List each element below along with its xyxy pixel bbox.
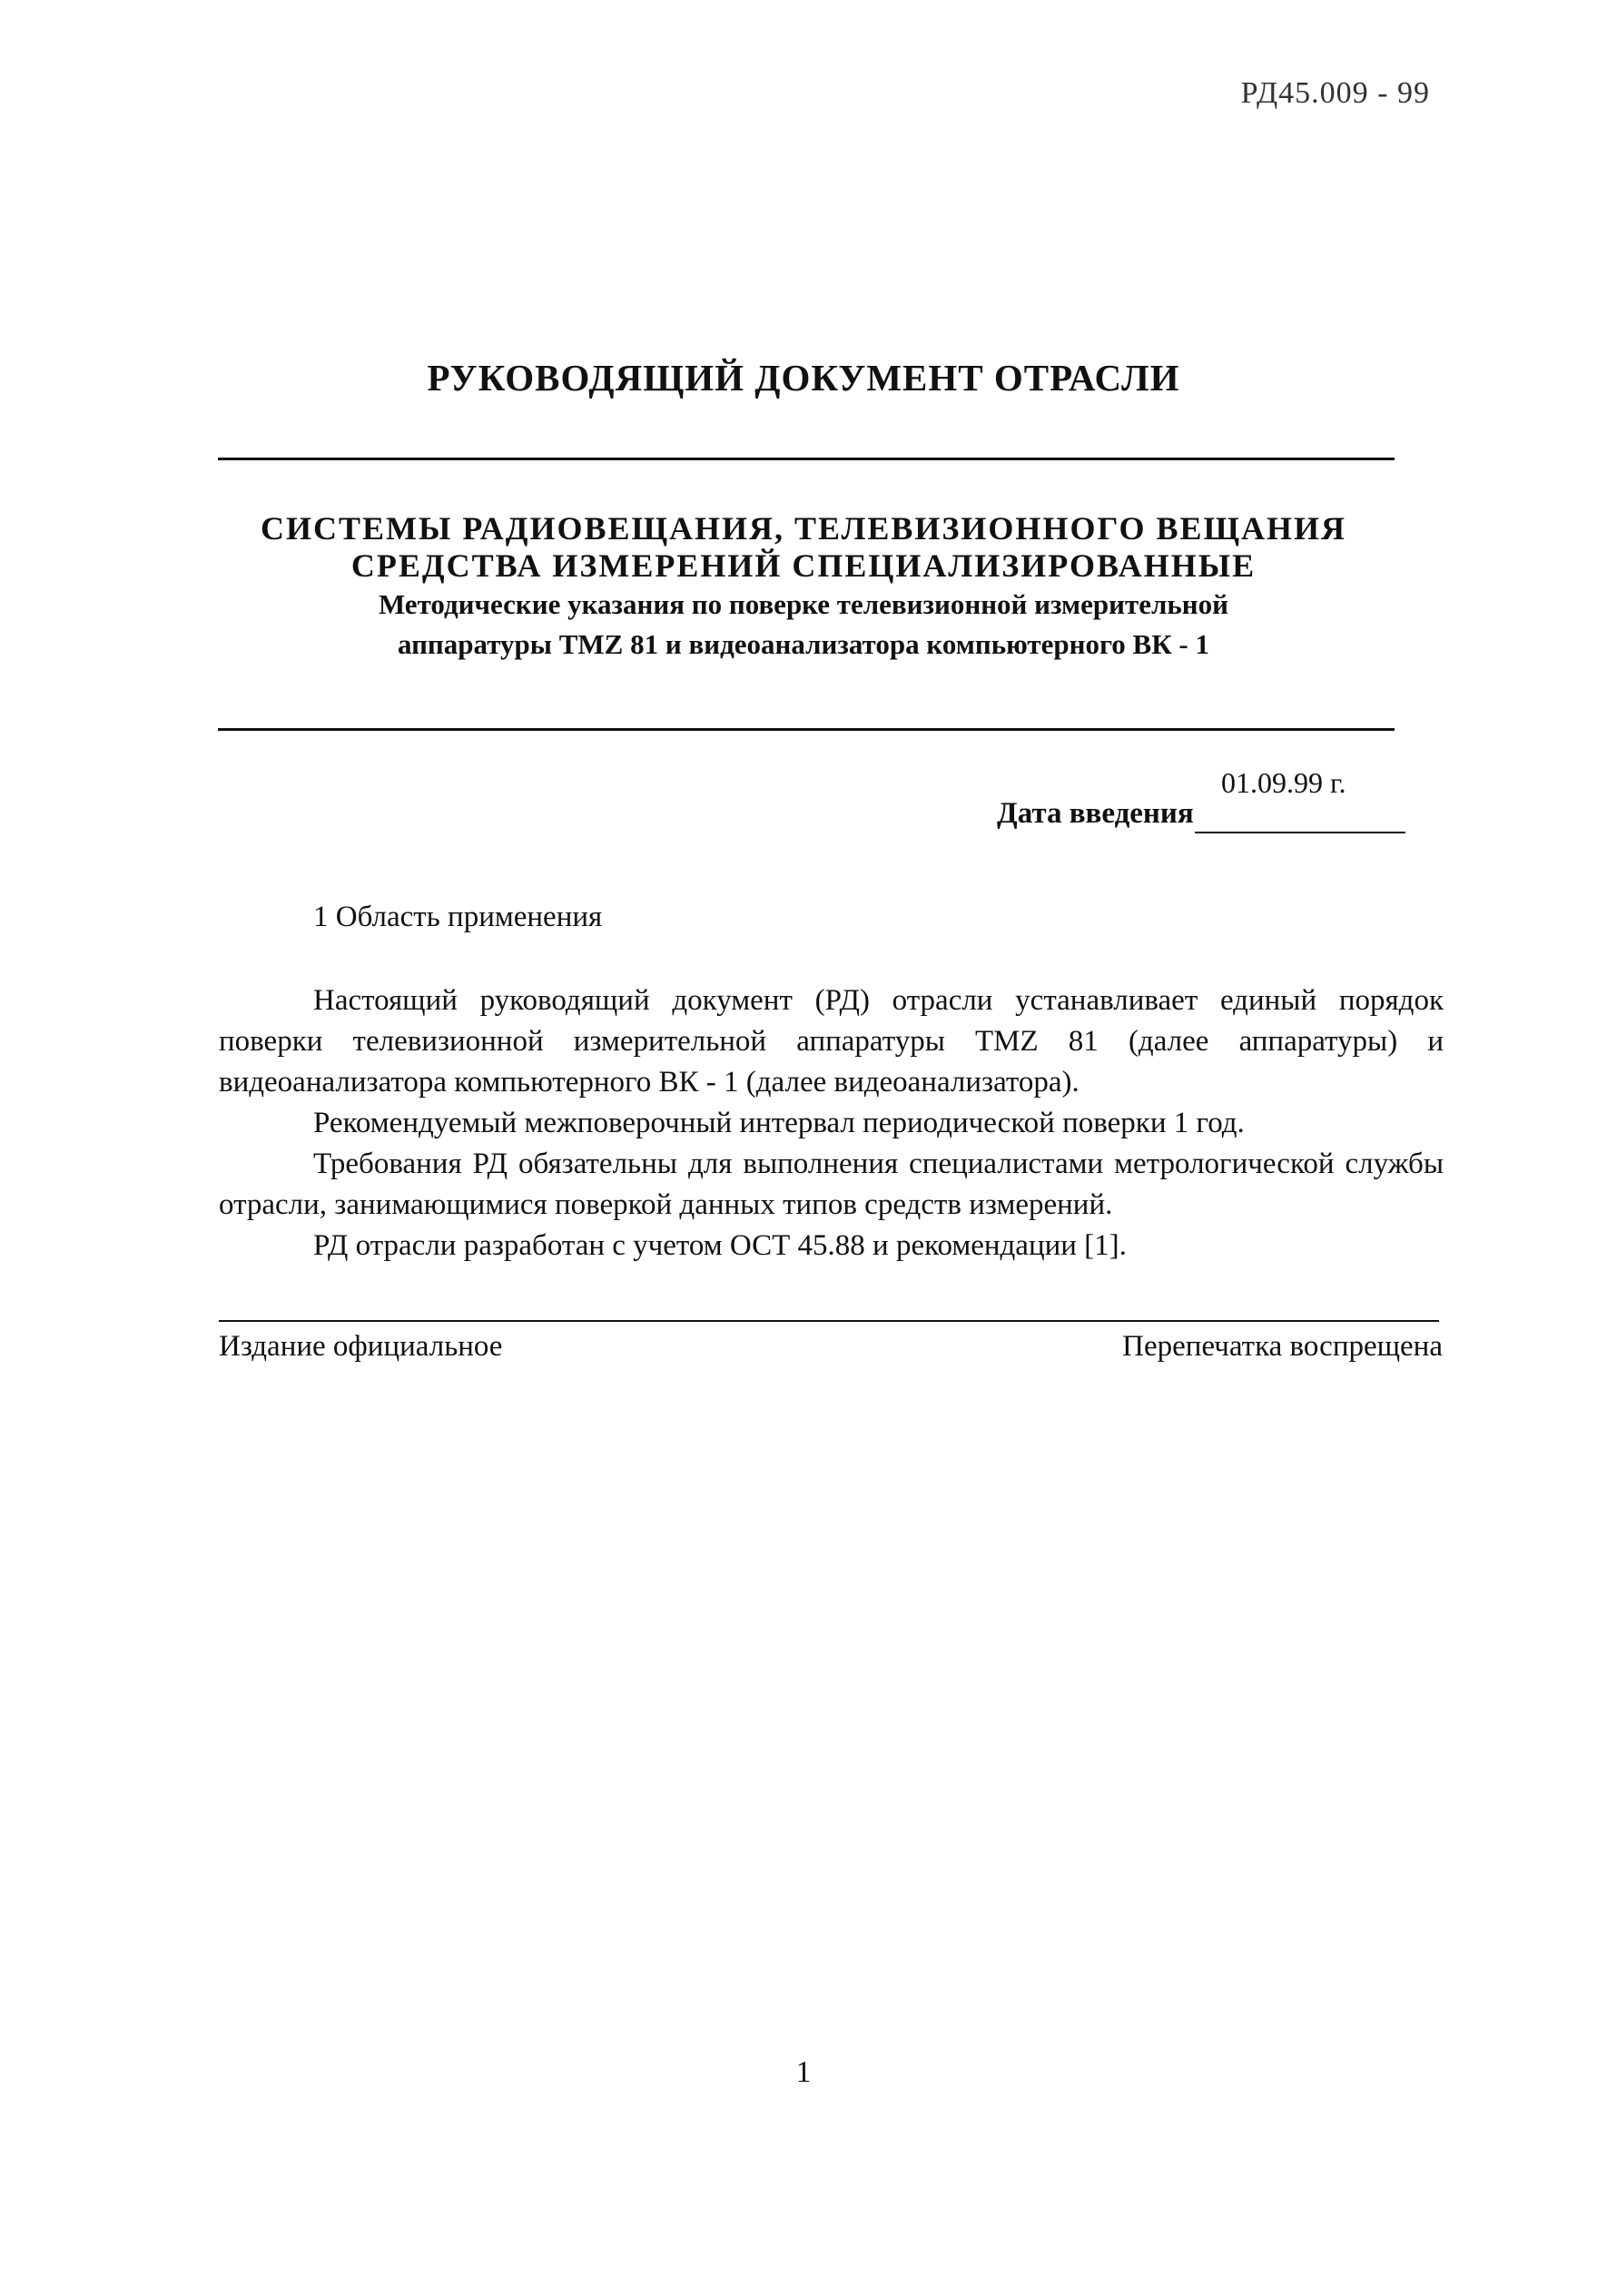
title-line-2: СРЕДСТВА ИЗМЕРЕНИЙ СПЕЦИАЛИЗИРОВАННЫЕ bbox=[350, 547, 1257, 584]
paragraph: Рекомендуемый межповерочный интервал периодической поверки 1 год. bbox=[313, 1107, 1245, 1139]
document-type-heading: РУКОВОДЯЩИЙ ДОКУМЕНТ ОТРАСЛИ bbox=[427, 357, 1180, 399]
footer-rule bbox=[219, 1320, 1439, 1322]
title-bottom-rule bbox=[218, 728, 1395, 731]
page-number: 1 bbox=[795, 2055, 812, 2089]
reprint-prohibited-note: Перепечатка воспрещена bbox=[1122, 1330, 1443, 1363]
paragraph: Настоящий руководящий документ (РД) отрасли устанавливает единый порядок поверки телевизионной измерительной аппаратуры TMZ 81 (далее аппаратуры) и видеоанализатора компьютерного ВК - 1 (далее видеоанализатора). bbox=[219, 984, 1444, 1099]
introduction-date-value: 01.09.99 г. bbox=[1221, 766, 1346, 799]
section-body bbox=[219, 980, 1444, 1266]
title-line-3: Методические указания по поверке телевизионной измерительной bbox=[378, 588, 1229, 620]
section-heading: 1 Область применения bbox=[313, 901, 603, 933]
document-title bbox=[0, 510, 1607, 665]
official-edition-note: Издание официальное bbox=[219, 1330, 503, 1363]
title-line-1: СИСТЕМЫ РАДИОВЕЩАНИЯ, ТЕЛЕВИЗИОННОГО ВЕЩАНИЯ bbox=[260, 510, 1347, 547]
paragraph: Требования РД обязательны для выполнения специалистами метрологической службы отрасли, занимающимися поверкой данных типов средств измерений. bbox=[219, 1148, 1444, 1221]
introduction-date bbox=[997, 766, 1405, 839]
title-line-4: аппаратуры TMZ 81 и видеоанализатора компьютерного ВК - 1 bbox=[397, 628, 1210, 660]
paragraph: РД отрасли разработан с учетом ОСТ 45.88 и рекомендации [1]. bbox=[313, 1229, 1127, 1262]
introduction-date-underline bbox=[1195, 832, 1405, 833]
document-code: РД45.009 - 99 bbox=[1240, 76, 1430, 110]
introduction-date-label: Дата введения bbox=[997, 797, 1194, 830]
title-top-rule bbox=[218, 458, 1395, 460]
